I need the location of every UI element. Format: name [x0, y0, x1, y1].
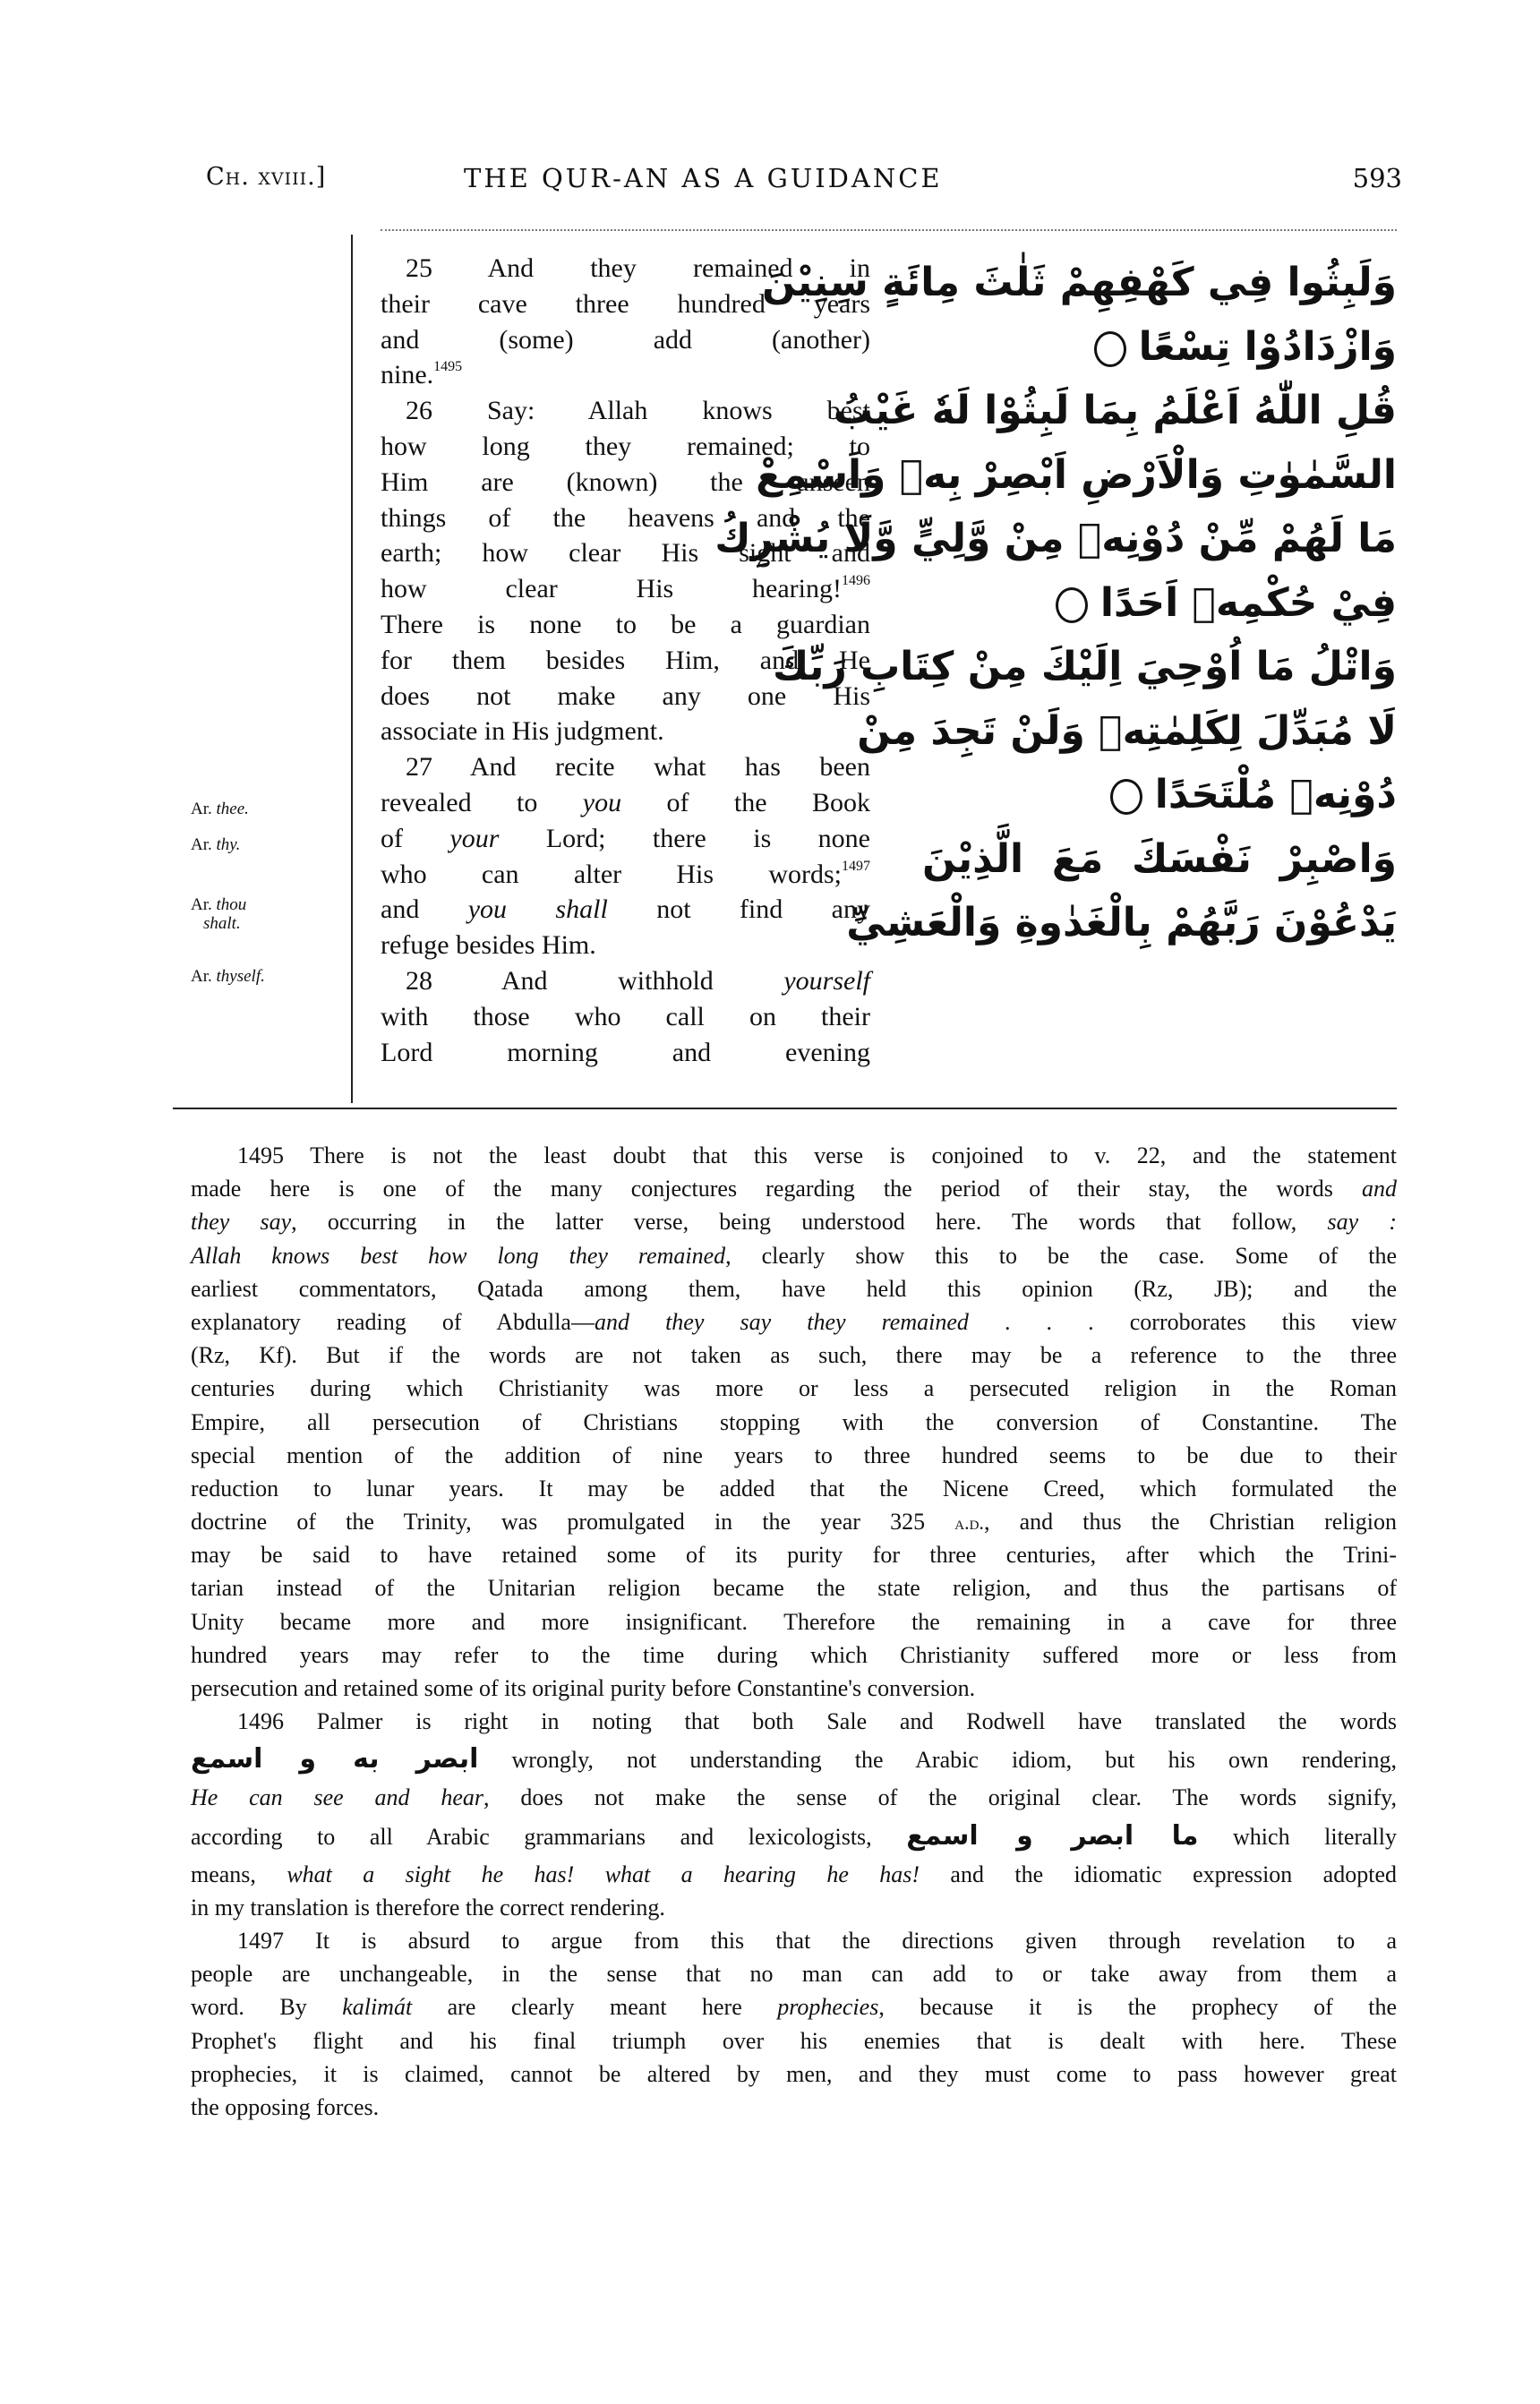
arabic-text: قُلِ اللّٰهُ اَعْلَمُ بِمَا لَبِثُوْا لَهٗ غَيْبُ: [833, 388, 1397, 433]
footnote-line: [191, 1472, 1397, 1505]
footnote-line: [191, 1538, 1397, 1571]
margin-note-prefix: Ar.: [191, 800, 217, 818]
margin-note-prefix: Ar.: [191, 967, 217, 986]
text-run: tarian instead of the Unitarian religion became the state religion, and thus the partisans of: [191, 1575, 1397, 1602]
text-run: , and thus the Christian religion: [983, 1509, 1398, 1536]
italic-run: and they say they remained: [594, 1308, 969, 1335]
verse-line: [381, 999, 870, 1035]
text-run: 26 Say: Allah knows best: [406, 396, 870, 426]
arabic-line: [846, 891, 1397, 955]
footnote-line: [191, 1638, 1397, 1672]
footnote-line: [191, 1439, 1397, 1472]
verse-line: [381, 928, 870, 963]
arabic-line: [922, 763, 1397, 827]
arabic-line: [756, 443, 1397, 508]
text-run: Lord morning and evening: [381, 1037, 870, 1067]
text-run: their cave three hundred years: [381, 288, 870, 319]
arabic-line: [857, 699, 1397, 764]
italic-run: you: [582, 787, 622, 817]
italic-run: prophecies: [777, 1994, 879, 2021]
arabic-text: مَا لَهُمْ مِّنْ دُوْنِهٖ مِنْ وَّلِيٍّ وَّلَا يُشْرِكُ: [714, 516, 1397, 561]
text-run: refuge besides Him.: [381, 930, 596, 961]
margin-note: [203, 914, 241, 933]
arabic-line: [761, 251, 1397, 315]
margin-note-text: thy.: [216, 835, 241, 854]
text-run: Empire, all persecution of Christians stopping with the conversion of Constantine. The: [191, 1408, 1397, 1435]
italic-run: what a sight he has! what a hearing he has!: [287, 1861, 920, 1887]
footnote-separator: [173, 1108, 1397, 1109]
footnote-ref: 1495: [433, 359, 463, 375]
text-run: 1495 There is not the least doubt that this verse is conjoined to v. 22, and the statement: [237, 1142, 1397, 1168]
margin-note-text: shalt.: [203, 914, 241, 933]
running-head: [0, 163, 1540, 208]
text-run: how long they remained; to: [381, 431, 870, 461]
margin-note-text: thyself.: [216, 967, 265, 986]
footnote-line: [191, 1858, 1397, 1891]
italic-run: yourself: [783, 965, 870, 996]
text-run: 25 And they remained in: [406, 253, 870, 283]
footnote-line: [191, 1272, 1397, 1305]
text-run: 1497 It is absurd to argue from this that the directions given through revelation to a: [237, 1927, 1397, 1954]
text-run: 28 And withhold: [406, 965, 784, 996]
footnote-line: [191, 1815, 1397, 1858]
margin-note-text: thee.: [216, 800, 249, 818]
small-caps-run: a.d.: [954, 1511, 984, 1535]
arabic-text: لَا مُبَدِّلَ لِكَلِمٰتِهٖ وَلَنْ تَجِدَ مِنْ: [857, 707, 1397, 754]
footnotes: [191, 1139, 1397, 2124]
text-run: prophecies, it is claimed, cannot be altered by men, and they must come to pass however great: [191, 2060, 1397, 2087]
footnote-line: [191, 1339, 1397, 1372]
text-run: with those who call on their: [381, 1001, 870, 1031]
text-run: persecution and retained some of its original purity before Constantine's conversion.: [191, 1675, 976, 1701]
arabic-line: [772, 635, 1397, 699]
text-run: . . . corroborates this view: [968, 1308, 1397, 1335]
italic-run: and: [1362, 1176, 1397, 1202]
text-run: who can alter His words;: [381, 859, 842, 889]
arabic-line: [833, 379, 1397, 443]
header-rule: [381, 229, 1397, 231]
footnote-line: [191, 1990, 1397, 2023]
text-run: means,: [191, 1861, 287, 1887]
verse-line: [381, 821, 870, 857]
verse-line: [381, 322, 870, 358]
footnote-line: [191, 1924, 1397, 1957]
italic-run: your: [449, 823, 500, 853]
italic-run: He can see and hear: [191, 1784, 483, 1811]
text-run: wrongly, not understanding the Arabic idiom, but his own rendering,: [478, 1747, 1397, 1774]
inline-arabic: ما ابصر و اسمع: [906, 1819, 1199, 1852]
margin-note: [191, 967, 265, 986]
text-run: for them besides Him, and He: [381, 645, 870, 675]
text-run: Unity became more and more insignificant. Therefore the remaining in a cave for three: [191, 1608, 1397, 1635]
footnote-line: [191, 1672, 1397, 1705]
verse-line: [381, 749, 870, 785]
text-run: made here is one of the many conjectures regarding the period of their stay, the words: [191, 1176, 1362, 1202]
footnote-line: [191, 1781, 1397, 1814]
arabic-text: وَلَبِثُوا فِي كَهْفِهِمْ ثَلٰثَ مِائَةٍ سِنِيْنَ: [761, 260, 1397, 305]
text-run: , clearly show this to be the case. Some of the: [725, 1242, 1397, 1269]
arabic-text: وَاتْلُ مَا اُوْحِيَ اِلَيْكَ مِنْ كِتَابِ رَبِّكَ: [772, 644, 1397, 689]
footnote-line: [191, 1406, 1397, 1439]
text-run: , because it is the prophecy of the: [878, 1994, 1397, 2021]
text-run: 1496 Palmer is right in noting that both Sale and Rodwell have translated the words: [237, 1708, 1397, 1735]
inline-arabic: ابصر به و اسمع: [191, 1743, 479, 1775]
text-run: associate in His judgment.: [381, 716, 664, 747]
margin-note: [191, 895, 246, 914]
chapter-label: Ch. xviii.]: [206, 163, 327, 191]
footnote-line: [191, 1172, 1397, 1205]
footnote-line: [191, 1139, 1397, 1172]
arabic-line: [922, 827, 1397, 892]
text-run: centuries during which Christianity was more or less a persecuted religion in the Roman: [191, 1375, 1397, 1402]
verse-line: [381, 857, 870, 893]
verse-line: [381, 892, 870, 928]
margin-note: [191, 835, 240, 854]
footnote-ref: 1496: [842, 573, 870, 589]
arabic-text: وَاصْبِرْ نَفْسَكَ مَعَ الَّذِيْنَ: [922, 835, 1397, 882]
text-run: and (some) add (another): [381, 324, 870, 355]
text-run: in my translation is therefore the correct rendering.: [191, 1894, 665, 1921]
text-run: hundred years may refer to the time during which Christianity suffered more or less from: [191, 1641, 1397, 1668]
footnote-line: [191, 1705, 1397, 1738]
text-run: Prophet's flight and his final triumph over his enemies that is dealt with here. These: [191, 2027, 1397, 2054]
text-run: may be said to have retained some of its purity for three centuries, after which the Trini-: [191, 1542, 1397, 1569]
italic-run: you shall: [467, 894, 608, 925]
footnote-line: [191, 1372, 1397, 1405]
footnote-line: [191, 1505, 1397, 1538]
text-run: earth; how clear His sight and: [381, 538, 870, 569]
arabic-text: السَّمٰوٰتِ وَالْاَرْضِ اَبْصِرْ بِهٖ وَاَسْمِعْ: [756, 451, 1397, 498]
text-run: not find any: [607, 894, 870, 925]
text-run: does not make any one His: [381, 680, 870, 711]
footnote-line: [191, 1957, 1397, 1990]
text-run: word. By: [191, 1994, 343, 2021]
footnote-line: [191, 1571, 1397, 1604]
footnote-line: [191, 2058, 1397, 2091]
footnote-line: [191, 1305, 1397, 1339]
verse-line: [381, 393, 870, 429]
verse-line: [381, 785, 870, 821]
text-run: according to all Arabic grammarians and lexicologists,: [191, 1823, 907, 1850]
margin-note-prefix: Ar.: [191, 835, 217, 854]
text-run: which literally: [1198, 1823, 1397, 1850]
text-run: the opposing forces.: [191, 2093, 380, 2120]
text-run: earliest commentators, Qatada among them, have held this opinion (Rz, JB); and the: [191, 1275, 1397, 1302]
text-run: special mention of the addition of nine years to three hundred seems to be due to their: [191, 1442, 1397, 1468]
footnote-line: [191, 1205, 1397, 1238]
arabic-text: يَدْعُوْنَ رَبَّهُمْ بِالْغَدٰوةِ وَالْعَشِيِّ: [846, 900, 1397, 945]
footnote-line: [191, 2024, 1397, 2058]
verse-line: [381, 963, 870, 999]
arabic-text: وَازْدَادُوْا تِسْعًا: [1138, 323, 1397, 370]
column-divider: [351, 235, 353, 1103]
footnote-line: [191, 1738, 1397, 1781]
text-run: of the Book: [621, 787, 871, 817]
verse-line: [381, 1035, 870, 1071]
italic-run: Allah knows best how long they remained: [191, 1242, 726, 1269]
verse-line: [381, 714, 870, 749]
text-run: doctrine of the Trinity, was promulgated in the year 325: [191, 1509, 955, 1536]
text-run: , does not make the sense of the original clear. The words signify,: [483, 1784, 1397, 1811]
arabic-line: [714, 507, 1397, 571]
text-run: explanatory reading of Abdulla—: [191, 1308, 595, 1335]
ayah-end-circle-icon: [1056, 587, 1088, 623]
margin-note: [191, 800, 249, 818]
arabic-line: [922, 571, 1397, 636]
verse-line: [381, 571, 870, 607]
page-number: 593: [1352, 163, 1402, 193]
arabic-text: دُوْنِهٖ مُلْتَحَدًا: [1154, 772, 1397, 817]
ayah-end-circle-icon: [1094, 331, 1126, 367]
italic-run: say :: [1327, 1209, 1397, 1236]
text-run: Him are (known) the unseen: [381, 466, 870, 497]
text-run: , occurring in the latter verse, being understood here. The words that follow,: [291, 1209, 1328, 1236]
margin-note-prefix: Ar.: [191, 895, 217, 914]
text-run: There is none to be a guardian: [381, 609, 870, 639]
text-run: Lord; there is none: [499, 823, 870, 853]
footnote-line: [191, 2091, 1397, 2124]
text-run: are clearly meant here: [412, 1994, 778, 2021]
text-run: how clear His hearing!: [381, 574, 842, 604]
page-title: THE QUR-AN AS A GUIDANCE: [464, 163, 943, 193]
ayah-end-circle-icon: [1110, 779, 1142, 815]
text-run: (Rz, Kf). But if the words are not taken as such, there may be a reference to the three: [191, 1342, 1397, 1369]
text-run: reduction to lunar years. It may be added that the Nicene Creed, which formulated the: [191, 1475, 1397, 1501]
margin-note-text: thou: [216, 895, 247, 914]
text-run: and the idiomatic expression adopted: [920, 1861, 1397, 1887]
text-run: nine.: [381, 360, 434, 390]
text-run: and: [381, 894, 468, 925]
text-run: revealed to: [381, 787, 583, 817]
text-run: people are unchangeable, in the sense that no man can add to or take away from them a: [191, 1961, 1397, 1988]
text-run: of: [381, 823, 450, 853]
arabic-line: [922, 315, 1397, 380]
footnote-line: [191, 1891, 1397, 1924]
footnote-ref: 1497: [842, 858, 870, 874]
italic-run: kalimát: [342, 1994, 413, 2021]
italic-run: they say: [191, 1209, 292, 1236]
footnote-line: [191, 1605, 1397, 1638]
text-run: 27 And recite what has been: [406, 752, 870, 783]
text-run: things of the heavens and the: [381, 502, 870, 533]
footnote-line: [191, 1239, 1397, 1272]
verse-line: [381, 357, 870, 393]
arabic-text: فِيْ حُكْمِهٖ اَحَدًا: [1099, 579, 1397, 626]
